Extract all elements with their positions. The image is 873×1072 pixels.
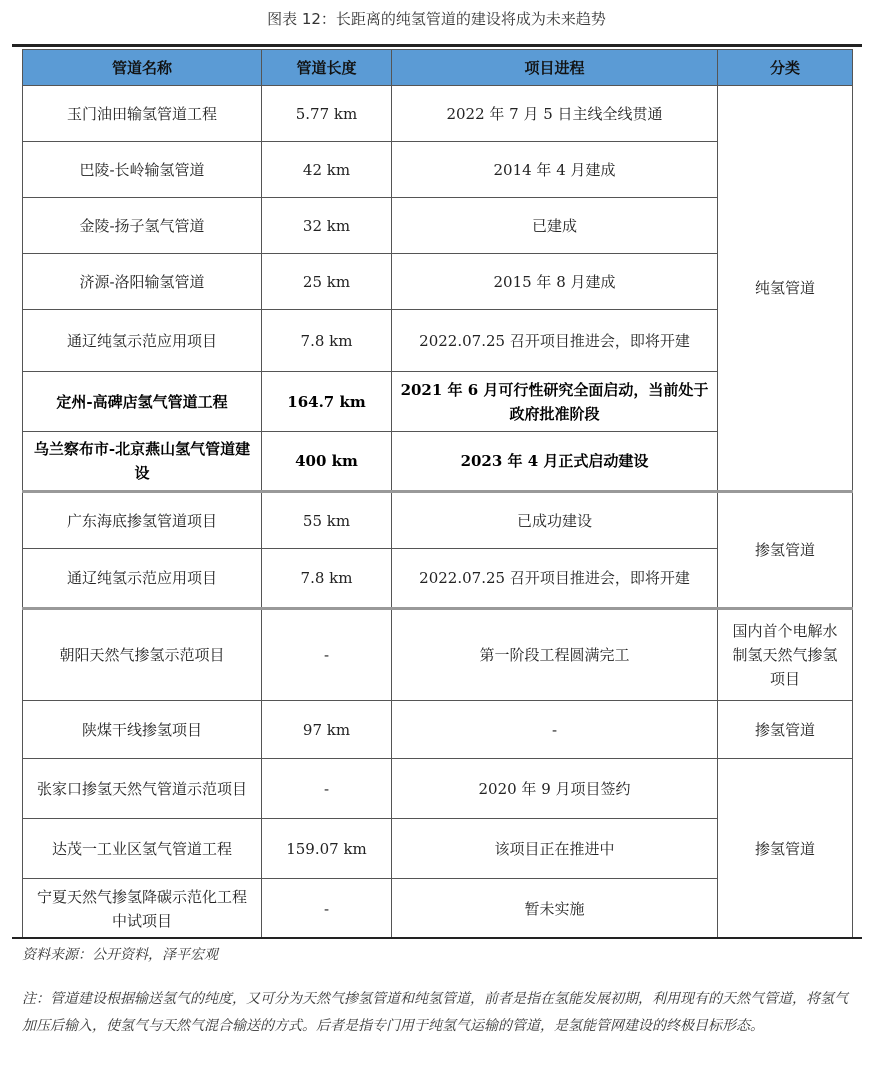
- cell-length: 164.7 km: [262, 372, 392, 432]
- cell-length: 5.77 km: [262, 86, 392, 142]
- cell-progress: 暂未实施: [392, 879, 718, 939]
- table-row: [23, 492, 853, 549]
- cell-length: 25 km: [262, 254, 392, 310]
- cell-name: 达茂一工业区氢气管道工程: [23, 819, 262, 879]
- header-progress: 项目进程: [392, 50, 718, 86]
- cell-category-pure: 纯氢管道: [718, 86, 853, 492]
- cell-progress: 2014 年 4 月建成: [392, 142, 718, 198]
- cell-name: 张家口掺氢天然气管道示范项目: [23, 759, 262, 819]
- cell-name: 玉门油田输氢管道工程: [23, 86, 262, 142]
- cell-progress: 2021 年 6 月可行性研究全面启动，当前处于政府批准阶段: [392, 372, 718, 432]
- table-row: [23, 759, 853, 819]
- cell-category-blend: 掺氢管道: [718, 759, 853, 939]
- cell-length: 7.8 km: [262, 310, 392, 372]
- cell-length: 7.8 km: [262, 549, 392, 609]
- cell-length: -: [262, 879, 392, 939]
- table-row: [23, 609, 853, 701]
- cell-progress: 2023 年 4 月正式启动建设: [392, 432, 718, 492]
- cell-name: 济源-洛阳输氢管道: [23, 254, 262, 310]
- cell-name: 巴陵-长岭输氢管道: [23, 142, 262, 198]
- cell-progress: 2022.07.25 召开项目推进会，即将开建: [392, 310, 718, 372]
- cell-name: 金陵-扬子氢气管道: [23, 198, 262, 254]
- cell-progress: 2015 年 8 月建成: [392, 254, 718, 310]
- cell-name: 广东海底掺氢管道项目: [23, 492, 262, 549]
- cell-category-blend: 掺氢管道: [718, 492, 853, 609]
- table-row: [23, 86, 853, 142]
- source-note: 资料来源：公开资料，泽平宏观: [22, 947, 218, 963]
- cell-progress: 2022 年 7 月 5 日主线全线贯通: [392, 86, 718, 142]
- header-row: [23, 50, 853, 86]
- cell-name: 朝阳天然气掺氢示范项目: [23, 609, 262, 701]
- cell-progress: 已建成: [392, 198, 718, 254]
- cell-length: 159.07 km: [262, 819, 392, 879]
- header-length: 管道长度: [262, 50, 392, 86]
- cell-length: 55 km: [262, 492, 392, 549]
- cell-progress: 2022.07.25 召开项目推进会，即将开建: [392, 549, 718, 609]
- cell-length: 42 km: [262, 142, 392, 198]
- cell-category-shaanmei: 掺氢管道: [718, 701, 853, 759]
- top-rule: [12, 44, 862, 47]
- cell-progress: 第一阶段工程圆满完工: [392, 609, 718, 701]
- figure-caption: 图表 12：长距离的纯氢管道的建设将成为未来趋势: [267, 10, 606, 28]
- cell-length: 97 km: [262, 701, 392, 759]
- cell-progress: 2020 年 9 月项目签约: [392, 759, 718, 819]
- cell-category-chaoyang: 国内首个电解水制氢天然气掺氢项目: [718, 609, 853, 701]
- cell-progress: 该项目正在推进中: [392, 819, 718, 879]
- cell-length: -: [262, 759, 392, 819]
- header-category: 分类: [718, 50, 853, 86]
- cell-name: 通辽纯氢示范应用项目: [23, 310, 262, 372]
- pipeline-table: [22, 49, 853, 939]
- bottom-rule: [12, 937, 862, 939]
- table-row: [23, 701, 853, 759]
- cell-name: 乌兰察布市-北京燕山氢气管道建设: [23, 432, 262, 492]
- cell-length: 32 km: [262, 198, 392, 254]
- header-name: 管道名称: [23, 50, 262, 86]
- cell-length: 400 km: [262, 432, 392, 492]
- cell-progress: 已成功建设: [392, 492, 718, 549]
- footnote: 注：管道建设根据输送氢气的纯度，又可分为天然气掺氢管道和纯氢管道，前者是指在氢能发展初期，利用现有的天然气管道，将氢气加压后输入，使氢气与天然气混合输送的方式。后者是指专门用于纯氢气运输的管道，是氢能管网建设的终极目标形态。: [22, 991, 848, 1034]
- cell-name: 宁夏天然气掺氢降碳示范化工程中试项目: [23, 879, 262, 939]
- cell-name: 陕煤干线掺氢项目: [23, 701, 262, 759]
- cell-progress: -: [392, 701, 718, 759]
- cell-length: -: [262, 609, 392, 701]
- cell-name: 定州-高碑店氢气管道工程: [23, 372, 262, 432]
- cell-name: 通辽纯氢示范应用项目: [23, 549, 262, 609]
